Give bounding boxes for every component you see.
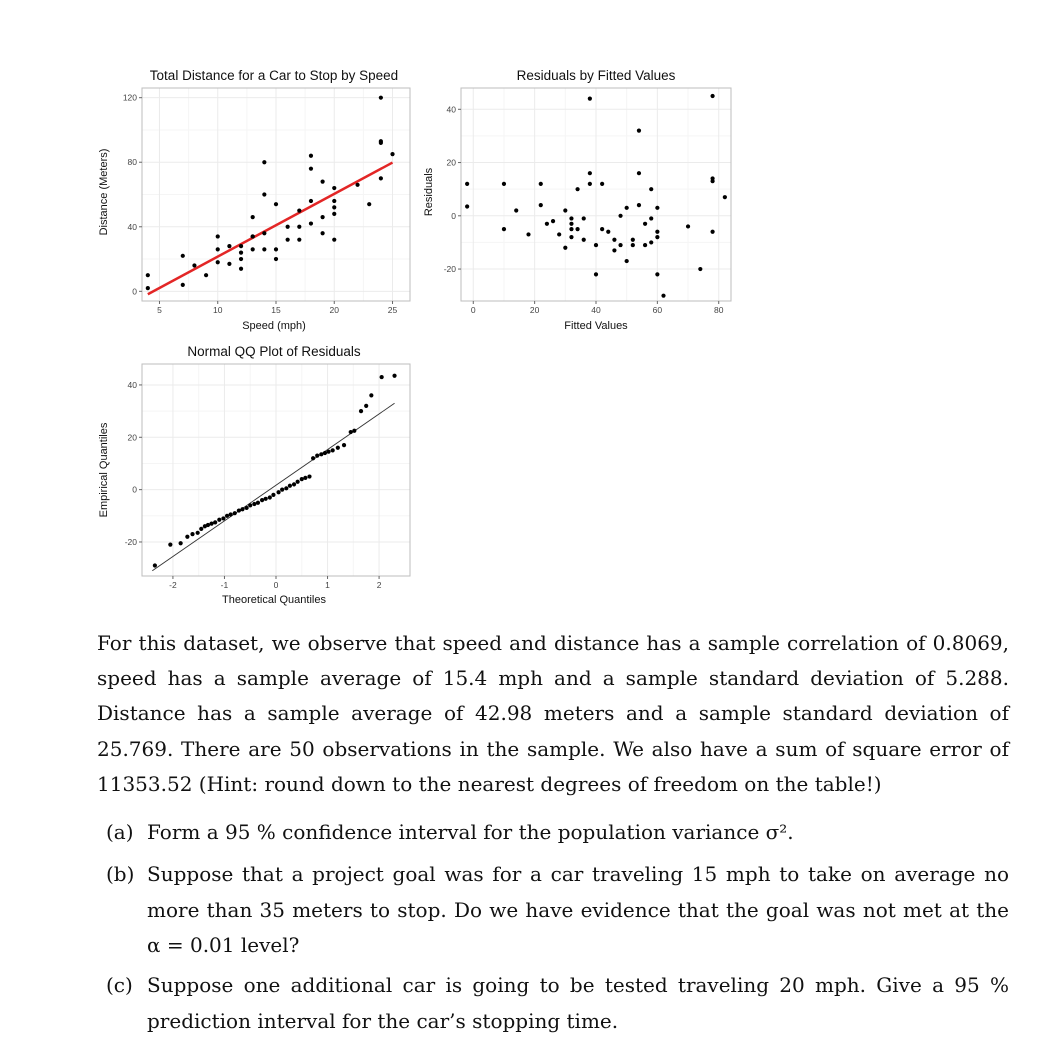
data-point [359,409,363,413]
plot3-title: Normal QQ Plot of Residuals [187,344,361,359]
data-point [514,208,518,212]
data-point [465,182,469,186]
plot3-reference-line [152,403,394,571]
y-tick-label: -20 [443,264,456,275]
data-point [309,167,313,171]
y-tick-label: 0 [132,484,137,495]
x-tick-label: 60 [652,305,663,315]
data-point [723,195,727,199]
data-point [655,272,659,276]
data-point [575,187,579,191]
x-tick-label: 15 [271,305,281,315]
data-point [332,199,336,203]
data-point [332,205,336,209]
data-point [643,243,647,247]
y-tick-label: 20 [446,157,456,168]
data-point [352,429,356,433]
data-point [262,160,266,164]
data-point [251,234,255,238]
data-point [332,238,336,242]
data-point [262,231,266,235]
x-tick-label: 80 [713,305,724,315]
data-point [588,182,592,186]
plot2-title: Residuals by Fitted Values [516,68,676,83]
plot1-ylabel: Distance (Meters) [98,148,110,236]
data-point [262,192,266,196]
data-point [251,215,255,219]
data-point [262,247,266,251]
data-point [557,232,561,236]
data-point [526,232,530,236]
data-point [364,404,368,408]
plot-speed-distance [98,68,410,332]
data-point [342,443,346,447]
data-point [336,446,340,450]
data-point [303,476,307,480]
x-tick-label: 0 [470,305,476,315]
data-point [240,507,244,511]
data-point [274,257,278,261]
data-point [631,238,635,242]
y-tick-label: 0 [132,286,137,297]
data-point [575,227,579,231]
data-point [288,484,292,488]
plot1-xlabel: Speed (mph) [242,320,306,332]
data-point [332,186,336,190]
data-point [392,374,396,378]
x-tick-label: 5 [157,305,162,315]
data-point [252,502,256,506]
data-point [274,202,278,206]
data-point [146,286,150,290]
data-point [618,214,622,218]
data-point [245,506,249,510]
data-point [280,488,284,492]
x-tick-label: 40 [591,305,601,315]
data-point [216,247,220,251]
data-point [569,227,573,231]
data-point [539,203,543,207]
data-point [710,94,714,98]
data-point [233,511,237,515]
data-point [379,176,383,180]
data-point [315,454,319,458]
data-point [655,206,659,210]
data-point [268,495,272,499]
data-point [612,248,616,252]
data-point [309,154,313,158]
data-point [545,222,549,226]
data-point [625,259,629,263]
data-point [321,231,325,235]
y-tick-label: 120 [122,92,137,103]
data-point [637,171,641,175]
data-point [594,243,598,247]
data-point [380,375,384,379]
problem-paragraph: For this dataset, we observe that speed and distance has a sample correlation of 0.8069, speed has a sample average of 15.4 mph and a sample standard deviation of 5.288. Distance has a sample average of 42.98 meters and a sample standard deviation of 25.769. There are 50 observations in the sample. We also have a sum of square error of 11353.52 (Hint: round down to the nearest degrees of freedom on the table!) [97,631,1009,796]
data-point [185,535,189,539]
plot2-ylabel: Residuals [423,167,435,217]
data-point [248,503,252,507]
data-point [209,522,213,526]
x-tick-label: 1 [325,580,330,590]
data-point [551,219,555,223]
data-point [379,139,383,143]
data-point [502,182,506,186]
data-point [661,294,665,298]
data-point [204,273,208,277]
data-point [276,490,280,494]
data-point [237,508,241,512]
data-point [286,238,290,242]
x-tick-label: -2 [169,580,177,590]
data-point [181,254,185,258]
data-point [569,235,573,239]
part-b-label: (b) [106,862,135,886]
data-point [227,262,231,266]
data-point [239,244,243,248]
data-point [216,234,220,238]
data-point [600,182,604,186]
part-c-text: Suppose one additional car is going to be tested traveling 20 mph. Give a 95 % prediction interval for the car’s stopping time. [147,973,1009,1033]
data-point [563,208,567,212]
y-tick-label: 40 [127,379,137,390]
plot-residuals-fitted [423,68,731,332]
data-point [307,474,311,478]
plot1-points [146,96,395,291]
data-point [260,498,264,502]
data-point [196,531,200,535]
plot2-xlabel: Fitted Values [564,320,628,332]
data-point [631,243,635,247]
x-tick-label: 2 [376,580,382,590]
data-point [606,230,610,234]
data-point [225,514,229,518]
data-point [612,238,616,242]
plot1-fit-line [148,163,393,295]
plot3-xlabel: Theoretical Quantiles [222,594,326,606]
data-point [286,225,290,229]
data-point [594,272,598,276]
data-point [649,216,653,220]
data-point [217,518,221,522]
x-tick-label: 25 [387,305,398,315]
data-point [309,199,313,203]
data-point [686,224,690,228]
data-point [297,238,301,242]
data-point [465,204,469,208]
data-point [221,516,225,520]
part-a-label: (a) [106,820,134,844]
data-point [502,227,506,231]
data-point [199,527,203,531]
x-tick-label: 0 [273,580,279,590]
part-b-text: Suppose that a project goal was for a car traveling 15 mph to take on average no more than 35 meters to stop. Do we have evidence that the goal was not met at the α = 0.01 level? [147,862,1009,957]
data-point [710,176,714,180]
data-point [588,171,592,175]
data-point [369,393,373,397]
data-point [192,263,196,267]
data-point [390,152,394,156]
data-point [349,430,353,434]
x-tick-label: -1 [220,580,229,590]
data-point [239,250,243,254]
data-point [649,187,653,191]
plot3-ylabel: Empirical Quantiles [98,422,110,518]
data-point [213,520,217,524]
data-point [297,225,301,229]
part-c-label: (c) [106,973,133,997]
data-point [355,183,359,187]
data-point [300,477,304,481]
data-point [618,243,622,247]
data-point [637,129,641,133]
y-tick-label: 40 [127,221,137,232]
plot3-points [153,374,397,568]
data-point [229,512,233,516]
data-point [655,230,659,234]
data-point [271,493,275,497]
plot1-title: Total Distance for a Car to Stop by Speed [149,68,399,83]
data-point [297,209,301,213]
data-point [637,203,641,207]
data-point [319,452,323,456]
data-point [643,222,647,226]
data-point [655,235,659,239]
data-point [331,448,335,452]
data-point [206,523,210,527]
data-point [379,96,383,100]
data-point [190,532,194,536]
y-tick-label: -20 [124,536,137,547]
data-point [146,273,150,277]
data-point [292,482,296,486]
data-point [588,97,592,101]
data-point [600,227,604,231]
data-point [239,257,243,261]
y-tick-label: 80 [127,157,137,168]
x-tick-label: 20 [529,305,540,315]
data-point [309,221,313,225]
data-point [284,486,288,490]
data-point [367,202,371,206]
data-point [326,450,330,454]
data-point [649,240,653,244]
data-point [569,216,573,220]
x-tick-label: 20 [329,305,339,315]
data-point [321,215,325,219]
data-point [539,182,543,186]
plot-qq [98,344,410,606]
data-point [569,222,573,226]
data-point [296,480,300,484]
data-point [256,501,260,505]
x-tick-label: 10 [213,305,223,315]
data-point [181,283,185,287]
data-point [168,542,172,546]
data-point [239,267,243,271]
data-point [323,451,327,455]
data-point [179,541,183,545]
data-point [227,244,231,248]
data-point [274,247,278,251]
data-point [625,206,629,210]
data-point [153,563,157,567]
data-point [563,246,567,250]
data-point [582,238,586,242]
data-point [264,497,268,501]
data-point [698,267,702,271]
y-tick-label: 40 [446,104,456,115]
data-point [710,230,714,234]
data-point [216,260,220,264]
y-tick-label: 20 [127,432,137,443]
data-point [251,247,255,251]
data-point [582,216,586,220]
part-a-text: Form a 95 % confidence interval for the population variance σ². [147,820,794,844]
data-point [321,179,325,183]
y-tick-label: 0 [451,210,456,221]
data-point [311,456,315,460]
data-point [332,212,336,216]
